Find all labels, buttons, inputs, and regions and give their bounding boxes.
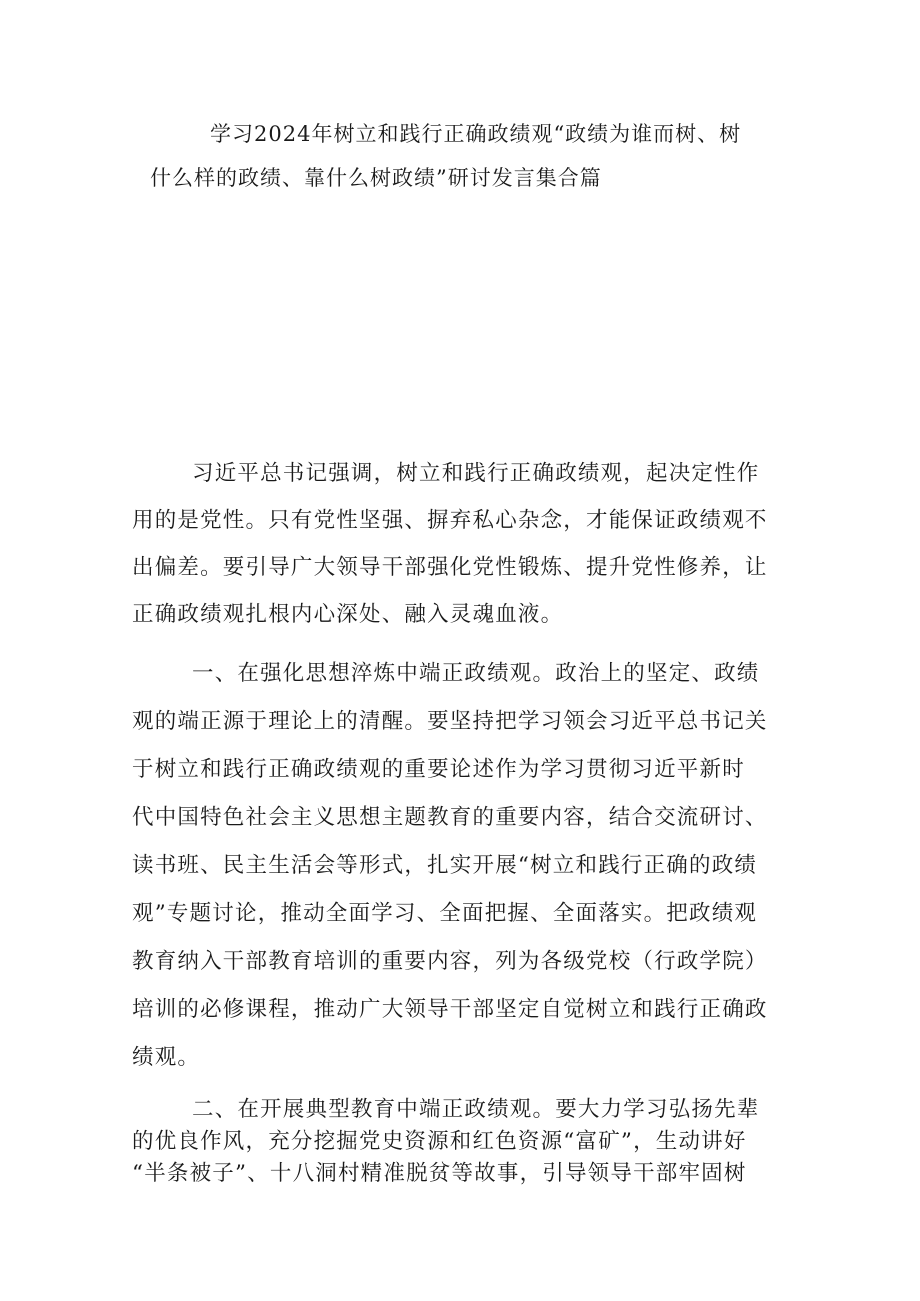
section-one-paragraph [132, 650, 802, 1082]
paragraph-line: 出偏差。要引导广大领导干部强化党性锻炼、提升党性修养，让 [132, 555, 768, 580]
title-line: 学习2024年树立和践行正确政绩观“政绩为谁而树、树 [210, 122, 742, 146]
paragraph-line: 的优良作风，充分挖掘党史资源和红色资源“富矿”，生动讲好 [132, 1129, 747, 1154]
paragraph-line: 观的端正源于理论上的清醒。要坚持把学习领会习近平总书记关 [132, 709, 768, 734]
paragraph-line: 代中国特色社会主义思想主题教育的重要内容，结合交流研讨、 [132, 805, 768, 830]
paragraph-line: “半条被子”、十八洞村精准脱贫等故事，引导领导干部牢固树 [132, 1161, 747, 1186]
paragraph-line: 一、在强化思想淬炼中端正政绩观。政治上的坚定、政绩 [192, 661, 760, 686]
document-body [132, 450, 802, 1190]
paragraph-line: 观”专题讨论，推动全面学习、全面把握、全面落实。把政绩观 [132, 901, 758, 926]
paragraph-line: 用的是党性。只有党性坚强、摒弃私心杂念，才能保证政绩观不 [132, 508, 768, 533]
paragraph-line: 教育纳入干部教育培训的重要内容，列为各级党校（行政学院） [132, 949, 768, 974]
paragraph-line: 培训的必修课程，推动广大领导干部坚定自觉树立和践行正确政 [132, 997, 768, 1022]
paragraph-line: 读书班、民主生活会等形式，扎实开展“树立和践行正确的政绩 [132, 853, 758, 878]
document-title [150, 112, 800, 200]
title-line: 什么样的政绩、靠什么树政绩”研讨发言集合篇 [150, 166, 602, 190]
section-two-paragraph [132, 1094, 802, 1190]
paragraph-line: 正确政绩观扎根内心深处、融入灵魂血液。 [132, 602, 564, 627]
paragraph-line: 绩观。 [132, 1045, 201, 1070]
paragraph-line: 二、在开展典型教育中端正政绩观。要大力学习弘扬先辈 [192, 1097, 760, 1122]
paragraph-line: 于树立和践行正确政绩观的重要论述作为学习贯彻习近平新时 [132, 757, 745, 782]
intro-paragraph [132, 450, 802, 638]
paragraph-line: 习近平总书记强调，树立和践行正确政绩观，起决定性作 [192, 461, 760, 486]
